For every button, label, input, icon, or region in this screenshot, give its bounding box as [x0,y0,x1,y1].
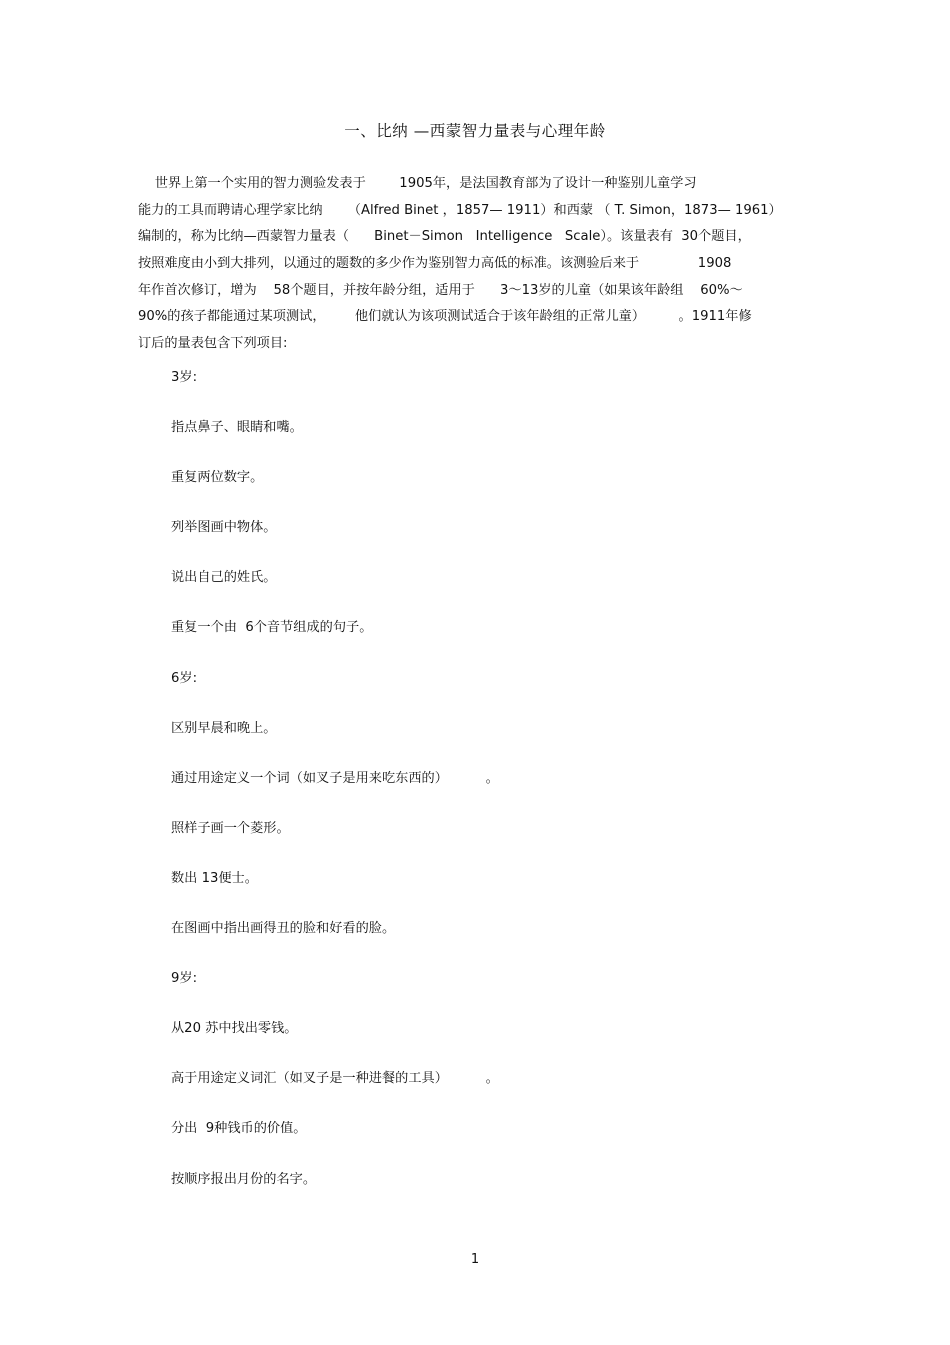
intro-line: 90%的孩子都能通过某项测试， 他们就认为该项测试适合于该年龄组的正常儿童） 。1911年修 [138,309,752,325]
intro-paragraph [138,171,818,358]
age-heading: 3岁: [171,370,198,385]
list-item: 按顺序报出月份的名字。 [171,1171,317,1187]
list-item: 在图画中指出画得丑的脸和好看的脸。 [171,921,396,937]
list-item: 分出 9种钱币的价值。 [171,1121,307,1137]
list-item: 说出自己的姓氏。 [171,570,277,586]
list-item: 数出 13便士。 [171,870,258,886]
list-item: 指点鼻子、眼睛和嘴。 [171,420,303,436]
intro-line: 订后的量表包含下列项目: [138,336,288,352]
list-item: 从20 苏中找出零钱。 [171,1021,298,1037]
list-item: 重复两位数字。 [171,470,264,486]
list-item: 区别早晨和晚上。 [171,720,277,736]
list-item: 通过用途定义一个词（如叉子是用来吃东西的） 。 [171,770,499,786]
age-heading: 9岁: [171,971,198,987]
intro-line: 编制的，称为比纳—西蒙智力量表（ Binet－Simon Intelligence Scale）。该量表有 30个题目， [138,229,751,245]
intro-line: 年作首次修订，增为 58个题目，并按年龄分组，适用于 3～13岁的儿童（如果该年龄组 60%～ [138,282,743,298]
list-item: 高于用途定义词汇（如叉子是一种进餐的工具） 。 [171,1071,499,1087]
item-list [171,368,811,1220]
list-item: 列举图画中物体。 [171,520,277,536]
intro-line: 世界上第一个实用的智力测验发表于 1905年，是法国教育部为了设计一种鉴别儿童学习 [138,176,697,191]
page-number: 1 [470,1252,480,1267]
page-title: 一、比纳 —西蒙智力量表与心理年龄 [344,122,606,140]
list-item: 重复一个由 6个音节组成的句子。 [171,620,373,636]
intro-line: 按照难度由小到大排列，以通过的题数的多少作为鉴别智力高低的标准。该测验后来于 1908 [138,256,732,272]
intro-line: 能力的工具而聘请心理学家比纳 （Alfred Binet ，1857— 1911）和西蒙 （ T. Simon，1873— 1961） [138,202,782,218]
age-heading: 6岁: [171,670,198,686]
list-item: 照样子画一个菱形。 [171,820,290,836]
